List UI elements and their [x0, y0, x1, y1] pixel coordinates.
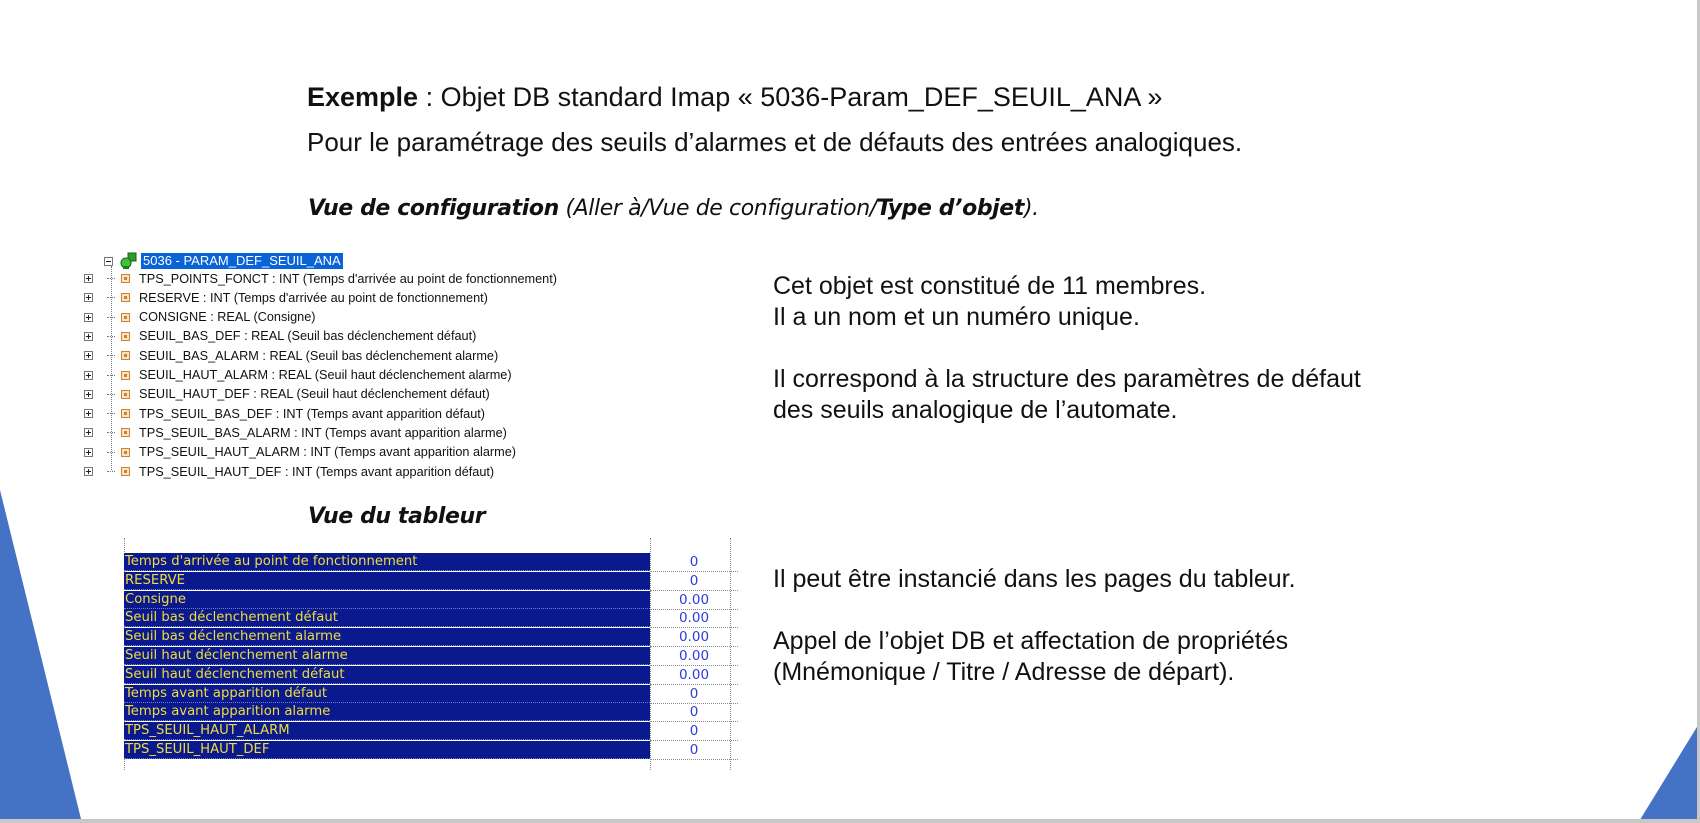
member-icon — [121, 371, 130, 380]
tree-item[interactable] — [98, 309, 316, 326]
expand-icon[interactable] — [84, 448, 93, 457]
expand-icon[interactable] — [84, 274, 93, 283]
sheet-row — [124, 647, 738, 665]
sheet-row-label[interactable]: Seuil haut déclenchement alarme — [124, 647, 650, 665]
usage-line-3: (Mnémonique / Titre / Adresse de départ). — [773, 658, 1235, 686]
description-block — [773, 271, 1361, 426]
description-line-1: Cet objet est constitué de 11 membres. — [773, 272, 1207, 300]
sheet-row-label[interactable]: TPS_SEUIL_HAUT_ALARM — [124, 722, 650, 740]
sheet-row — [124, 572, 738, 590]
sheet-row-value[interactable]: 0 — [650, 722, 738, 741]
member-icon — [121, 293, 130, 302]
sheet-row-value[interactable]: 0.00 — [650, 666, 738, 685]
expand-icon[interactable] — [84, 293, 93, 302]
expand-icon[interactable] — [84, 313, 93, 322]
slide-bottom-edge — [0, 819, 1700, 823]
title-rest: : Objet DB standard Imap « 5036-Param_DEF_SEUIL_ANA » — [418, 82, 1163, 112]
tree-item-label[interactable]: CONSIGNE : REAL (Consigne) — [139, 310, 316, 325]
sheet-row — [124, 685, 738, 703]
sheet-row — [124, 741, 738, 759]
sheet-row-value[interactable]: 0.00 — [650, 609, 738, 628]
sheet-row-value[interactable]: 0 — [650, 703, 738, 722]
sheet-row-label[interactable]: Seuil haut déclenchement défaut — [124, 666, 650, 684]
member-icon — [121, 467, 130, 476]
expand-icon[interactable] — [84, 409, 93, 418]
expand-icon[interactable] — [84, 428, 93, 437]
sheet-row — [124, 553, 738, 571]
sheet-row-label[interactable]: Seuil bas déclenchement alarme — [124, 628, 650, 646]
tree-item-label[interactable]: TPS_SEUIL_BAS_DEF : INT (Temps avant apparition défaut) — [139, 406, 486, 421]
slide-title — [307, 82, 1162, 113]
tree-item[interactable] — [98, 386, 490, 403]
tree-connector — [107, 413, 115, 414]
tree-root-label[interactable]: 5036 - PARAM_DEF_SEUIL_ANA — [143, 253, 341, 268]
member-icon — [121, 428, 130, 437]
usage-block — [773, 564, 1296, 688]
tree-connector — [107, 317, 115, 318]
tree-item-label[interactable]: RESERVE : INT (Temps d'arrivée au point de fonctionnement) — [139, 290, 488, 305]
left-corner-decoration — [0, 0, 90, 823]
member-icon — [121, 390, 130, 399]
config-tree — [100, 248, 660, 483]
tree-item[interactable] — [98, 347, 498, 364]
member-icon — [121, 448, 130, 457]
config-heading-end: ). — [1023, 196, 1039, 221]
db-object-icon — [119, 252, 139, 270]
sheet-row — [124, 722, 738, 740]
sheet-row-value[interactable]: 0.00 — [650, 591, 738, 610]
member-icon — [121, 351, 130, 360]
sheet-row-value[interactable]: 0 — [650, 741, 738, 760]
tree-item-label[interactable]: SEUIL_BAS_ALARM : REAL (Seuil bas déclenchement alarme) — [139, 348, 499, 363]
sheet-row — [124, 628, 738, 646]
expand-icon[interactable] — [84, 332, 93, 341]
sheet-row-label[interactable]: Seuil bas déclenchement défaut — [124, 609, 650, 627]
tree-connector — [107, 394, 115, 395]
sheet-row-value[interactable]: 0.00 — [650, 628, 738, 647]
tree-item-label[interactable]: SEUIL_HAUT_DEF : REAL (Seuil haut déclenchement défaut) — [139, 387, 490, 402]
sheet-row-label[interactable]: Temps avant apparition défaut — [124, 685, 650, 703]
sheet-row-value[interactable]: 0 — [650, 553, 738, 572]
tree-connector — [107, 452, 115, 453]
expand-icon[interactable] — [84, 467, 93, 476]
tree-item[interactable] — [98, 444, 516, 461]
tree-connector — [107, 375, 115, 376]
tree-connector — [107, 432, 115, 433]
tree-item-label[interactable]: TPS_SEUIL_BAS_ALARM : INT (Temps avant apparition alarme) — [139, 425, 507, 440]
config-heading-bold: Vue de configuration — [308, 196, 559, 221]
sheet-row-value[interactable]: 0 — [650, 572, 738, 591]
expand-icon[interactable] — [84, 390, 93, 399]
sheet-row-label[interactable]: TPS_SEUIL_HAUT_DEF — [124, 741, 650, 759]
expand-icon[interactable] — [84, 351, 93, 360]
sheet-row-label[interactable]: RESERVE — [124, 572, 650, 590]
tree-connector — [107, 355, 115, 356]
tree-item-label[interactable]: TPS_SEUIL_HAUT_ALARM : INT (Temps avant apparition alarme) — [139, 445, 517, 460]
sheet-row-label[interactable]: Consigne — [124, 591, 650, 609]
tree-item-label[interactable]: SEUIL_BAS_DEF : REAL (Seuil bas déclenchement défaut) — [139, 329, 477, 344]
tree-item-label[interactable]: TPS_SEUIL_HAUT_DEF : INT (Temps avant apparition défaut) — [139, 464, 495, 479]
description-line-3: Il correspond à la structure des paramètres de défaut — [773, 365, 1361, 393]
member-icon — [121, 313, 130, 322]
config-heading-mid: (Aller à/Vue de configuration/ — [558, 196, 877, 221]
tree-item[interactable] — [98, 367, 512, 384]
tree-item[interactable] — [98, 289, 488, 306]
description-line-4: des seuils analogique de l’automate. — [773, 396, 1178, 424]
config-heading-bold2: Type d’objet — [876, 196, 1024, 221]
member-icon — [121, 332, 130, 341]
sheet-row — [124, 609, 738, 627]
slide-subtitle: Pour le paramétrage des seuils d’alarmes et de défauts des entrées analogiques. — [307, 127, 1243, 157]
tree-connector — [107, 297, 115, 298]
config-view-heading — [308, 196, 1039, 221]
title-bold: Exemple — [307, 82, 419, 112]
tree-root-node[interactable] — [104, 252, 343, 270]
sheet-row-label[interactable]: Temps d'arrivée au point de fonctionnement — [124, 553, 650, 571]
tree-connector — [107, 471, 115, 472]
tree-item[interactable] — [98, 405, 485, 422]
usage-line-1: Il peut être instancié dans les pages du tableur. — [773, 565, 1296, 593]
usage-line-2: Appel de l’objet DB et affectation de propriétés — [773, 627, 1289, 655]
tree-item[interactable] — [98, 270, 557, 287]
tree-item[interactable] — [98, 463, 494, 480]
expand-icon[interactable] — [84, 371, 93, 380]
tree-item[interactable] — [98, 424, 507, 441]
member-icon — [121, 409, 130, 418]
tree-item-label[interactable]: TPS_POINTS_FONCT : INT (Temps d'arrivée au point de fonctionnement) — [139, 271, 557, 286]
description-line-2: Il a un nom et un numéro unique. — [773, 303, 1140, 331]
sheet-view-heading: Vue du tableur — [308, 504, 486, 529]
tree-connector — [107, 278, 115, 279]
tree-item[interactable] — [98, 328, 476, 345]
tree-item-label[interactable]: SEUIL_HAUT_ALARM : REAL (Seuil haut déclenchement alarme) — [139, 368, 512, 382]
right-corner-decoration — [1620, 0, 1700, 823]
tree-connector — [107, 336, 115, 337]
collapse-icon[interactable] — [104, 257, 113, 266]
sheet-row — [124, 666, 738, 684]
sheet-row-value[interactable]: 0 — [650, 685, 738, 704]
sheet-row-value[interactable]: 0.00 — [650, 647, 738, 666]
sheet-row — [124, 591, 738, 609]
sheet-row — [124, 703, 738, 721]
member-icon — [121, 274, 130, 283]
sheet-row-label[interactable]: Temps avant apparition alarme — [124, 703, 650, 721]
